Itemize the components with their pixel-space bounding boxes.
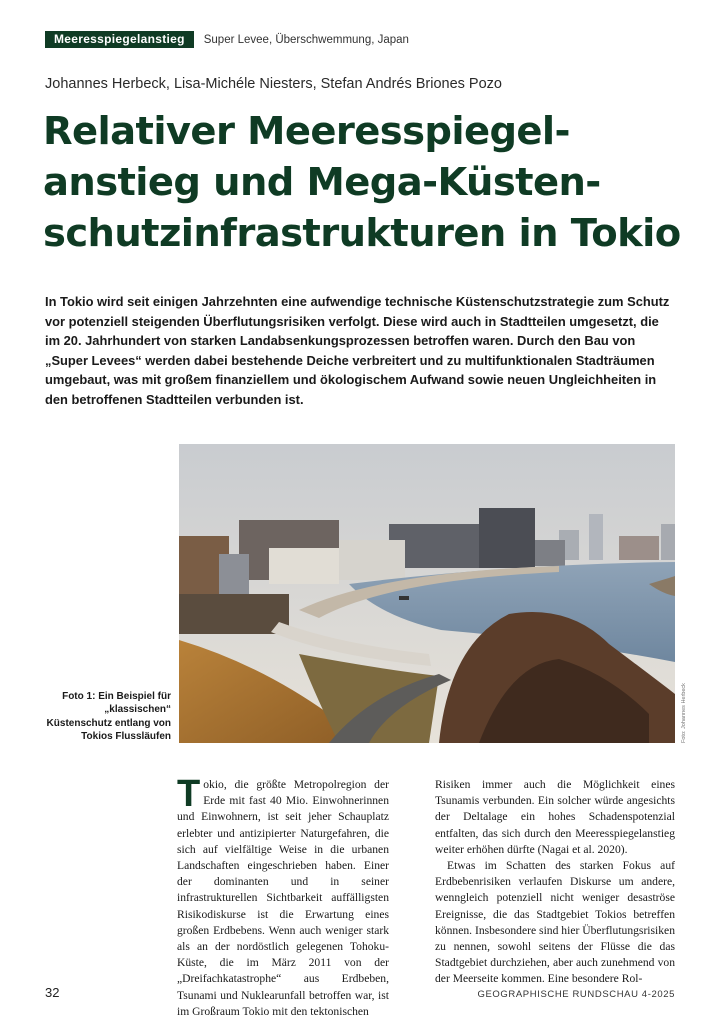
col2-paragraph-2: Etwas im Schatten des starken Fokus auf Erdbebenrisiken verlaufen Diskurse um andere, wenngleich potenziell nicht weniger desaströse Ereignisse, die das Stadtgebiet Tokios betreffen können. Insbesondere sind hier Überflutungsrisiken zu nennen, sowohl seitens der Flüsse die das Stadtgebiet durchziehen, aber auch zunehmend von der Meerseite kommen. Eine besondere Rol- — [435, 859, 675, 986]
figure-caption: Foto 1: Ein Beispiel für „klassischen“ Küstenschutz entlang von Tokios Flussläufen — [46, 691, 171, 742]
article-title — [43, 106, 693, 259]
col1-text: okio, die größte Metropolregion der Erde mit fast 40 Mio. Einwohnerinnen und Einwohnern, ist seit jeher Schauplatz erlebter und antizipierter Naturgefahren, die sich auf vielfältige Weise in die urbanen Landschaften eingeschrieben haben. Einer der dominanten und in seiner infrastrukturellen Sichtbarkeit auffälligsten Risikodiskurse ist die Erwartung eines großen Erdbebens. Wenn auch weniger stark als an der nordöstlich gelegenen Tohoku-Küste, die im März 2011 von der „Dreifachkatastrophe“ aus Erdbeben, Tsunami und Nuklearunfall betroffen war, ist im Großraum Tokio mit den tektonischen — [177, 778, 389, 1018]
body-column-1 — [177, 773, 389, 1019]
section-header — [45, 31, 409, 48]
body-column-2 — [435, 777, 675, 988]
title-line-2: anstieg und Mega-Küsten- — [43, 160, 601, 205]
dropcap: T — [177, 773, 201, 815]
keywords: Super Levee, Überschwemmung, Japan — [203, 33, 409, 46]
col2-paragraph-1: Risiken immer auch die Möglichkeit eines Tsunamis verbunden. Ein solcher würde angesichts der Deltalage ein hohes Schadenspotenzial entfalten, das sich durch den Meeresspiegelanstieg weiter erhöhen dürfte (Nagai et al. 2020). — [435, 778, 675, 856]
photo-credit: Foto: Johannes Herbeck — [681, 683, 687, 743]
journal-name: GEOGRAPHISCHE RUNDSCHAU 4-2025 — [477, 989, 675, 1000]
photo-riverside-levee — [179, 444, 675, 743]
title-line-1: Relativer Meeresspiegel- — [43, 109, 570, 154]
title-line-3: schutzinfrastrukturen in Tokio — [43, 211, 681, 256]
section-tag: Meeresspiegelanstieg — [45, 31, 194, 48]
intro-paragraph — [177, 773, 389, 1019]
page-number: 32 — [45, 985, 60, 1000]
abstract: In Tokio wird seit einigen Jahrzehnten eine aufwendige technische Küstenschutzstrategie zum Schutz vor potenziell steigenden Überflutungsrisiken verfolgt. Diese wird auch in Stadtteilen umgesetzt, die im 20. Jahrhundert von starken Landabsenkungsprozessen betroffen waren. Durch den Bau von „Super Levees“ werden dabei bestehende Deiche verbreitert und zu multifunktionalen Stadträumen umgebaut, was mit großem finanziellem und ökologischem Aufwand sowie neuen Ungleichheiten in den betroffenen Stadtteilen verbunden ist. — [45, 294, 670, 407]
authors: Johannes Herbeck, Lisa-Michéle Niesters, Stefan Andrés Briones Pozo — [45, 76, 502, 92]
